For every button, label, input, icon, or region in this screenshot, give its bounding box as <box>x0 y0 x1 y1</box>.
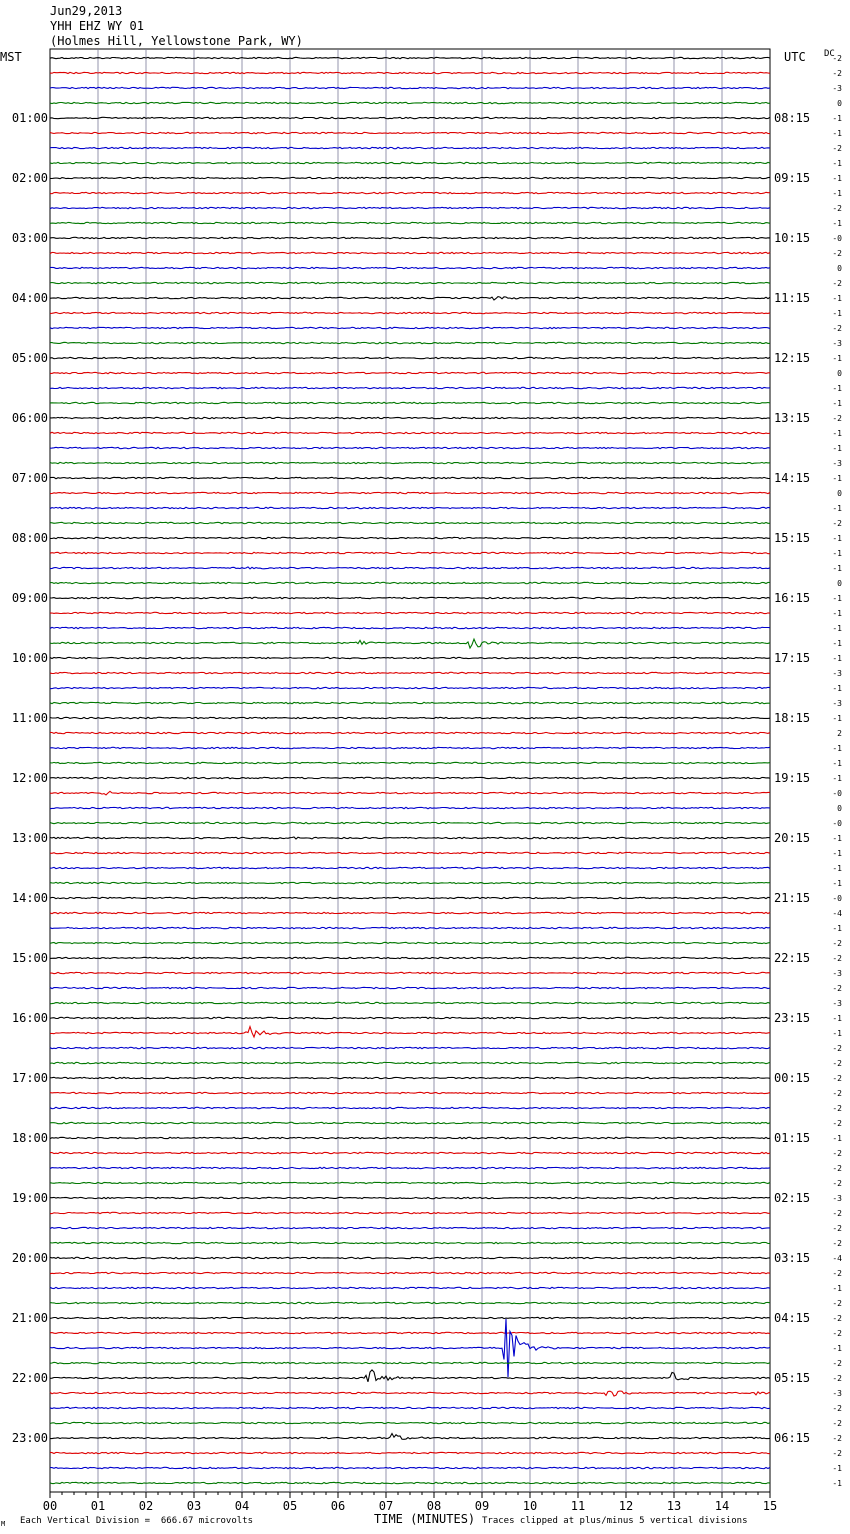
trace-line <box>50 117 770 118</box>
dc-offset-label: -2 <box>832 1419 842 1428</box>
dc-offset-label: -1 <box>832 294 842 303</box>
trace-line <box>50 132 770 133</box>
trace-line <box>50 867 770 868</box>
trace-line <box>50 972 770 973</box>
location-label: (Holmes Hill, Yellowstone Park, WY) <box>50 34 303 48</box>
dc-offset-label: -0 <box>832 234 842 243</box>
dc-offset-label: -2 <box>832 1359 842 1368</box>
utc-hour-label: 08:15 <box>774 111 811 125</box>
trace-line <box>50 87 770 88</box>
trace-line <box>50 417 770 418</box>
dc-offset-label: -2 <box>832 279 842 288</box>
dc-offset-label: -1 <box>832 744 842 753</box>
dc-offset-label: -0 <box>832 894 842 903</box>
trace-line <box>50 342 770 343</box>
trace-line <box>50 297 770 300</box>
mst-hour-label: 18:00 <box>11 1131 48 1145</box>
dc-offset-label: -2 <box>832 1329 842 1338</box>
trace-line <box>50 1017 770 1018</box>
trace-line <box>50 657 770 658</box>
dc-offset-label: -2 <box>832 1044 842 1053</box>
trace-line <box>50 1482 770 1483</box>
x-tick-label: 08 <box>426 1499 442 1513</box>
trace-line <box>50 837 770 839</box>
dc-offset-label: -0 <box>832 789 842 798</box>
mst-hour-label: 22:00 <box>11 1371 48 1385</box>
dc-offset-label: -2 <box>832 54 842 63</box>
dc-offset-label: -3 <box>832 1389 842 1398</box>
trace-line <box>50 162 770 163</box>
dc-offset-label: -1 <box>832 864 842 873</box>
dc-offset-label: -3 <box>832 999 842 1008</box>
dc-offset-label: -1 <box>832 114 842 123</box>
mst-hour-label: 03:00 <box>11 231 48 245</box>
trace-line <box>50 1422 770 1423</box>
x-tick-label: 12 <box>618 1499 634 1513</box>
x-tick-label: 00 <box>42 1499 58 1513</box>
trace-line <box>50 507 770 508</box>
station-label: YHH EHZ WY 01 <box>50 19 144 33</box>
dc-offset-label: -1 <box>832 849 842 858</box>
dc-offset-label: -2 <box>832 1164 842 1173</box>
trace-line <box>50 807 770 808</box>
trace-line <box>50 987 770 988</box>
trace-line <box>50 387 770 388</box>
mst-hour-label: 17:00 <box>11 1071 48 1085</box>
dc-offset-label: 0 <box>837 489 842 498</box>
mst-hour-label: 08:00 <box>11 531 48 545</box>
trace-line <box>50 462 770 463</box>
dc-offset-label: -2 <box>832 1239 842 1248</box>
dc-offset-label: -1 <box>832 129 842 138</box>
dc-offset-label: -2 <box>832 1179 842 1188</box>
utc-hour-label: 21:15 <box>774 891 811 905</box>
dc-offset-label: -0 <box>832 819 842 828</box>
dc-offset-label: -1 <box>832 399 842 408</box>
trace-line <box>50 447 770 448</box>
trace-line <box>50 1137 770 1138</box>
utc-hour-label: 10:15 <box>774 231 811 245</box>
utc-hour-label: 18:15 <box>774 711 811 725</box>
dc-offset-label: 0 <box>837 99 842 108</box>
trace-line <box>50 477 770 478</box>
dc-offset-label: -3 <box>832 339 842 348</box>
utc-hour-label: 01:15 <box>774 1131 811 1145</box>
scale-note: Each Vertical Division = 666.67 microvolts <box>20 1516 253 1526</box>
dc-offset-label: -3 <box>832 669 842 678</box>
x-tick-label: 05 <box>282 1499 298 1513</box>
dc-offset-label: -2 <box>832 939 842 948</box>
x-tick-label: 09 <box>474 1499 490 1513</box>
x-tick-label: 03 <box>186 1499 202 1513</box>
dc-offset-label: -1 <box>832 1029 842 1038</box>
plot-frame <box>50 49 770 1492</box>
trace-line <box>50 1332 770 1333</box>
dc-offset-label: -1 <box>832 924 842 933</box>
trace-line <box>50 267 770 268</box>
dc-offset-label: -1 <box>832 714 842 723</box>
utc-hour-label: 14:15 <box>774 471 811 485</box>
trace-line <box>50 327 770 328</box>
clip-note: Traces clipped at plus/minus 5 vertical divisions <box>482 1516 748 1526</box>
trace-line <box>50 1257 770 1258</box>
dc-offset-label: -1 <box>832 549 842 558</box>
trace-line <box>50 1107 770 1108</box>
mst-hour-label: 21:00 <box>11 1311 48 1325</box>
trace-line <box>50 897 770 898</box>
trace-line <box>50 1407 770 1408</box>
mst-hour-label: 05:00 <box>11 351 48 365</box>
mst-hour-label: 20:00 <box>11 1251 48 1265</box>
dc-offset-label: -2 <box>832 1059 842 1068</box>
trace-line <box>50 102 770 103</box>
utc-hour-label: 17:15 <box>774 651 811 665</box>
trace-line <box>50 1227 770 1228</box>
trace-line <box>50 612 770 613</box>
trace-line <box>50 1002 770 1003</box>
utc-hour-label: 04:15 <box>774 1311 811 1325</box>
dc-offset-label: -2 <box>832 249 842 258</box>
trace-line <box>50 912 770 913</box>
trace-line <box>50 1077 770 1078</box>
trace-line <box>50 639 770 648</box>
dc-offset-label: 2 <box>837 729 842 738</box>
x-tick-label: 11 <box>570 1499 586 1513</box>
x-tick-label: 07 <box>378 1499 394 1513</box>
dc-offset-label: -2 <box>832 1269 842 1278</box>
trace-line <box>50 927 770 928</box>
trace-line <box>50 1027 770 1037</box>
dc-offset-label: -4 <box>832 909 842 918</box>
trace-line <box>50 522 770 523</box>
dc-offset-label: -1 <box>832 444 842 453</box>
trace-line <box>50 222 770 223</box>
dc-offset-label: -1 <box>832 879 842 888</box>
dc-offset-label: -1 <box>832 1014 842 1023</box>
utc-hour-label: 05:15 <box>774 1371 811 1385</box>
trace-line <box>50 687 770 688</box>
dc-offset-label: -1 <box>832 1344 842 1353</box>
trace-line <box>50 402 770 403</box>
trace-line <box>50 237 770 238</box>
mst-hour-label: 07:00 <box>11 471 48 485</box>
x-tick-label: 10 <box>522 1499 538 1513</box>
trace-line <box>50 747 770 748</box>
utc-hour-label: 23:15 <box>774 1011 811 1025</box>
dc-offset-label: -2 <box>832 69 842 78</box>
dc-offset-label: -1 <box>832 174 842 183</box>
trace-line <box>50 312 770 313</box>
trace-line <box>50 1287 770 1288</box>
trace-line <box>50 1182 770 1183</box>
mst-hour-label: 04:00 <box>11 291 48 305</box>
mst-hour-label: 10:00 <box>11 651 48 665</box>
x-tick-label: 14 <box>714 1499 730 1513</box>
trace-line <box>50 777 770 778</box>
trace-line <box>50 1362 770 1363</box>
dc-offset-label: -2 <box>832 1224 842 1233</box>
dc-offset-label: -1 <box>832 834 842 843</box>
dc-offset-label: -1 <box>832 309 842 318</box>
corner-mark: M <box>1 1520 6 1528</box>
dc-offset-label: -1 <box>832 429 842 438</box>
trace-line <box>50 597 770 598</box>
dc-offset-label: -2 <box>832 1404 842 1413</box>
trace-line <box>50 717 770 718</box>
dc-offset-label: -1 <box>832 654 842 663</box>
trace-line <box>50 1092 770 1093</box>
x-tick-label: 02 <box>138 1499 154 1513</box>
trace-line <box>50 192 770 193</box>
dc-offset-label: -1 <box>832 564 842 573</box>
trace-line <box>50 942 770 943</box>
dc-offset-label: -2 <box>832 1104 842 1113</box>
trace-line <box>50 432 770 433</box>
dc-offset-label: -2 <box>832 1449 842 1458</box>
x-tick-label: 15 <box>762 1499 778 1513</box>
dc-offset-label: -4 <box>832 1254 842 1263</box>
trace-line <box>50 1167 770 1168</box>
x-tick-label: 01 <box>90 1499 106 1513</box>
dc-offset-label: 0 <box>837 369 842 378</box>
x-axis-title: TIME (MINUTES) <box>374 1512 476 1526</box>
dc-offset-label: -3 <box>832 699 842 708</box>
dc-offset-label: -2 <box>832 519 842 528</box>
mst-hour-label: 12:00 <box>11 771 48 785</box>
dc-offset-label: -1 <box>832 354 842 363</box>
mst-hour-label: 01:00 <box>11 111 48 125</box>
mst-hour-label: 09:00 <box>11 591 48 605</box>
date-label: Jun29,2013 <box>50 4 123 18</box>
trace-line <box>50 72 770 73</box>
trace-line <box>50 552 770 553</box>
trace-line <box>50 1122 770 1123</box>
utc-hour-label: 12:15 <box>774 351 811 365</box>
trace-line <box>50 1302 770 1303</box>
dc-offset-label: 0 <box>837 264 842 273</box>
dc-offset-label: -2 <box>832 1314 842 1323</box>
utc-hour-label: 16:15 <box>774 591 811 605</box>
dc-offset-label: -1 <box>832 474 842 483</box>
left-timezone-label: MST <box>0 50 22 64</box>
utc-hour-label: 20:15 <box>774 831 811 845</box>
dc-offset-label: -1 <box>832 504 842 513</box>
trace-line <box>50 882 770 883</box>
dc-offset-label: -1 <box>832 759 842 768</box>
utc-hour-label: 00:15 <box>774 1071 811 1085</box>
dc-offset-label: 0 <box>837 804 842 813</box>
trace-line <box>50 357 770 358</box>
trace-line <box>50 57 770 58</box>
trace-line <box>50 252 770 253</box>
trace-line <box>50 1062 770 1063</box>
trace-line <box>50 1047 770 1048</box>
trace-line <box>50 567 770 569</box>
dc-offset-label: -1 <box>832 384 842 393</box>
dc-offset-label: -2 <box>832 144 842 153</box>
dc-offset-label: -3 <box>832 84 842 93</box>
dc-offset-label: -2 <box>832 1209 842 1218</box>
dc-offset-label: -1 <box>832 1134 842 1143</box>
dc-offset-label: -2 <box>832 1089 842 1098</box>
dc-offset-label: -3 <box>832 1194 842 1203</box>
dc-offset-label: -2 <box>832 1299 842 1308</box>
trace-line <box>50 852 770 853</box>
mst-hour-label: 13:00 <box>11 831 48 845</box>
dc-offset-label: -1 <box>832 1284 842 1293</box>
right-timezone-label: UTC <box>784 50 806 64</box>
trace-line <box>50 1467 770 1468</box>
trace-line <box>50 177 770 178</box>
mst-hour-label: 11:00 <box>11 711 48 725</box>
mst-hour-label: 15:00 <box>11 951 48 965</box>
trace-line <box>50 1319 770 1377</box>
trace-line <box>50 1197 770 1198</box>
trace-line <box>50 1242 770 1243</box>
trace-line <box>50 822 770 823</box>
dc-offset-label: -1 <box>832 1479 842 1488</box>
mst-hour-label: 16:00 <box>11 1011 48 1025</box>
trace-line <box>50 1391 770 1396</box>
trace-line <box>50 957 770 958</box>
dc-offset-label: -2 <box>832 414 842 423</box>
dc-offset-label: -3 <box>832 459 842 468</box>
utc-hour-label: 13:15 <box>774 411 811 425</box>
trace-line <box>50 372 770 373</box>
dc-offset-label: -1 <box>832 684 842 693</box>
utc-hour-label: 09:15 <box>774 171 811 185</box>
trace-line <box>50 147 770 148</box>
trace-line <box>50 672 770 673</box>
trace-line <box>50 702 770 703</box>
dc-offset-label: -1 <box>832 159 842 168</box>
mst-hour-label: 23:00 <box>11 1431 48 1445</box>
x-tick-label: 04 <box>234 1499 250 1513</box>
dc-offset-label: -3 <box>832 969 842 978</box>
dc-offset-label: -1 <box>832 774 842 783</box>
trace-line <box>50 762 770 763</box>
trace-line <box>50 1434 770 1440</box>
utc-hour-label: 19:15 <box>774 771 811 785</box>
mst-hour-label: 19:00 <box>11 1191 48 1205</box>
trace-line <box>50 1272 770 1273</box>
dc-offset-label: 0 <box>837 579 842 588</box>
dc-offset-label: -2 <box>832 1119 842 1128</box>
dc-offset-label: -2 <box>832 984 842 993</box>
dc-offset-label: -1 <box>832 609 842 618</box>
utc-hour-label: 06:15 <box>774 1431 811 1445</box>
utc-hour-label: 02:15 <box>774 1191 811 1205</box>
trace-line <box>50 492 770 493</box>
dc-offset-label: -1 <box>832 534 842 543</box>
dc-offset-label: -2 <box>832 1149 842 1158</box>
trace-line <box>50 791 770 795</box>
utc-hour-label: 03:15 <box>774 1251 811 1265</box>
trace-line <box>50 1317 770 1318</box>
utc-hour-label: 22:15 <box>774 951 811 965</box>
trace-line <box>50 582 770 583</box>
trace-line <box>50 537 770 538</box>
trace-line <box>50 1212 770 1213</box>
dc-offset-label: -1 <box>832 594 842 603</box>
dc-offset-label: -1 <box>832 1464 842 1473</box>
trace-line <box>50 1452 770 1453</box>
x-tick-label: 06 <box>330 1499 346 1513</box>
trace-line <box>50 732 770 733</box>
dc-offset-label: -1 <box>832 219 842 228</box>
dc-offset-label: -2 <box>832 324 842 333</box>
x-tick-label: 13 <box>666 1499 682 1513</box>
trace-line <box>50 207 770 208</box>
utc-hour-label: 11:15 <box>774 291 811 305</box>
trace-line <box>50 1152 770 1153</box>
mst-hour-label: 02:00 <box>11 171 48 185</box>
trace-line <box>50 627 770 628</box>
dc-offset-label: -2 <box>832 954 842 963</box>
dc-offset-label: -1 <box>832 639 842 648</box>
dc-offset-label: -1 <box>832 624 842 633</box>
dc-offset-label: -1 <box>832 189 842 198</box>
mst-hour-label: 14:00 <box>11 891 48 905</box>
dc-offset-label: -2 <box>832 1434 842 1443</box>
utc-hour-label: 15:15 <box>774 531 811 545</box>
dc-offset-label: -2 <box>832 204 842 213</box>
dc-offset-label: -2 <box>832 1074 842 1083</box>
dc-offset-label: -2 <box>832 1374 842 1383</box>
mst-hour-label: 06:00 <box>11 411 48 425</box>
dc-label: DC <box>824 49 835 59</box>
trace-line <box>50 1370 770 1382</box>
trace-line <box>50 282 770 283</box>
